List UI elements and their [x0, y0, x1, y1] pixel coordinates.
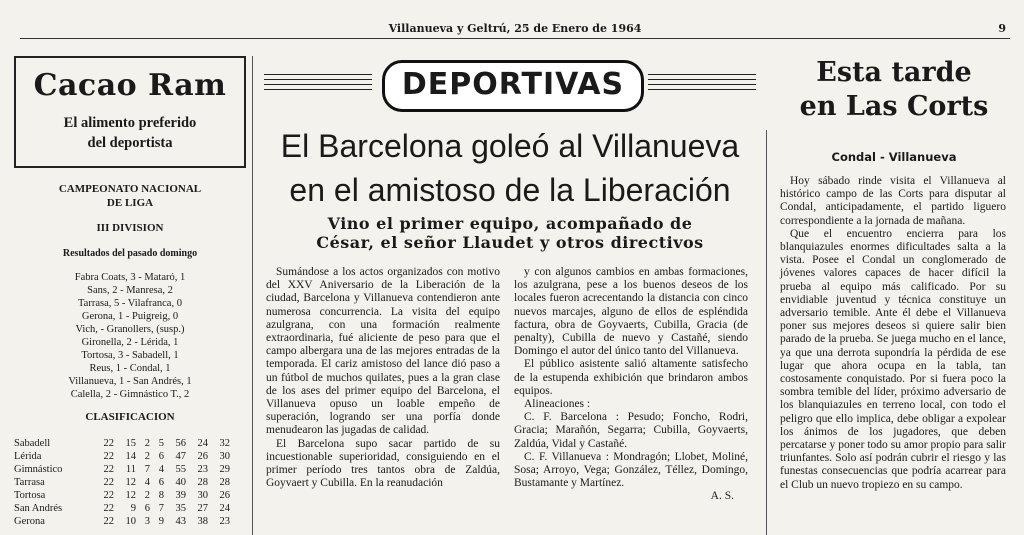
- standings-row: [14, 463, 234, 476]
- paragraph: y con algunos cambios en ambas formaciones, los azulgrana, pese a los buenos deseos de los locales fueron acrecentando la distancia con cinco nuevos marcajes, alguno de ellos de espléndida factura, obra de Goyvaerts, Cubilla, Gracia (de penalty), Cubilla de nuevo y Castañé, siendo Domingo el autor del único tanto del Villanueva.: [514, 266, 748, 358]
- standings-value: 32: [219, 438, 230, 449]
- standings-value: 6: [158, 477, 164, 488]
- standings-value: 24: [197, 438, 208, 449]
- paragraph: C. F. Villanueva : Mondragón; Llobet, Moliné, Sosa; Arroyo, Vega; González, Téllez, Domingo, Bustamante y Martínez.: [514, 450, 748, 490]
- results-title: Resultados del pasado domingo: [62, 248, 198, 259]
- result-line: Sans, 2 - Manresa, 2: [87, 285, 173, 296]
- standings-value: 11: [125, 464, 136, 475]
- standings-team: Tortosa: [14, 490, 46, 501]
- article-column-2: [514, 266, 748, 504]
- page-header: [20, 20, 1010, 40]
- standings-row: [14, 450, 234, 463]
- standings-row: [14, 515, 234, 528]
- standings-value: 35: [175, 503, 186, 514]
- standings-row: [14, 502, 234, 515]
- result-line: Tarrasa, 5 - Vilafranca, 0: [78, 298, 182, 309]
- standings-value: 26: [197, 451, 208, 462]
- league-title-line: DE LIGA: [106, 197, 154, 209]
- standings-row: [14, 476, 234, 489]
- column-rule: [766, 130, 767, 535]
- paragraph: Hoy sábado rinde visita el Villanueva al histórico campo de las Corts para disputar al Condal, anticipadamente, el partido liguero correspondiente a la jornada de mañana.: [780, 175, 1006, 227]
- header-rule: [20, 38, 1010, 39]
- ad-subtitle: [16, 113, 244, 153]
- standings-value: 5: [158, 438, 164, 449]
- result-line: Villanueva, 1 - San Andrés, 1: [68, 376, 192, 387]
- paragraph: El Barcelona supo sacar partido de su incuestionable superioridad, consiguiendo en el primer período tres tantos obra de Zaldúa, Goyvaert y Cubilla. En la reanudación: [266, 437, 500, 490]
- standings-value: 27: [197, 503, 208, 514]
- league-title-line: CAMPEONATO NACIONAL: [58, 183, 202, 195]
- banner-rules-right: [648, 74, 756, 88]
- standings-value: 12: [125, 477, 136, 488]
- subheadline-line: César, el señor Llaudet y otros directivos: [316, 233, 704, 252]
- result-line: Gironella, 2 - Lérida, 1: [81, 337, 179, 348]
- article-headline: [264, 124, 756, 212]
- standings-value: 4: [158, 464, 164, 475]
- standings-value: 40: [175, 477, 186, 488]
- standings-row: [14, 437, 234, 450]
- standings-value: 30: [197, 490, 208, 501]
- standings-value: 39: [175, 490, 186, 501]
- result-line: Fabra Coats, 3 - Mataró, 1: [74, 272, 186, 283]
- standings-team: Gerona: [14, 516, 45, 527]
- side-title-line: en Las Corts: [799, 91, 989, 122]
- standings-table: [14, 437, 234, 528]
- standings-title: CLASIFICACION: [85, 411, 175, 423]
- standings-team: Tarrasa: [14, 477, 45, 488]
- result-line: Tortosa, 3 - Sabadell, 1: [81, 350, 179, 361]
- article-column-1: [266, 266, 500, 490]
- league-title: [14, 182, 246, 210]
- standings-value: 47: [175, 451, 186, 462]
- standings-value: 22: [103, 490, 114, 501]
- standings-value: 15: [125, 438, 136, 449]
- paragraph: Sumándose a los actos organizados con motivo del XXV Aniversario de la Liberación de la ciudad, Barcelona y Villanueva contendieron ante numerosa concurrencia. La visita del equipo azulgrana, con una formación realmente extraordinaria, fué aliciente de peso para que el campo albergara una de las mejores entradas de la temporada. El cariz amistoso del lance dió paso a un fútbol de muchos quilates, pues a la gran clase de los ases del primer equipo del Barcelona, el Villanueva opuso un loable empeño de superación, logrando ser una porfía donde menudearon las jugadas de calidad.: [266, 266, 500, 437]
- standings-value: 22: [103, 438, 114, 449]
- standings-value: 30: [219, 451, 230, 462]
- side-article-title: [780, 56, 1008, 124]
- standings-value: 22: [103, 477, 114, 488]
- standings-value: 23: [197, 464, 208, 475]
- standings-row: [14, 489, 234, 502]
- standings-value: 2: [144, 451, 150, 462]
- article-signature: A. S.: [710, 490, 734, 503]
- ad-divider: [14, 166, 246, 168]
- standings-value: 28: [197, 477, 208, 488]
- standings-value: 29: [219, 464, 230, 475]
- standings-value: 7: [158, 503, 164, 514]
- standings-value: 8: [158, 490, 164, 501]
- paragraph: C. F. Barcelona : Pesudo; Foncho, Rodri, Gracia; Marañón, Segarra; Cubilla, Goyvaerts, Zaldúa, Vidal y Castañé.: [514, 411, 748, 450]
- column-rule: [252, 56, 253, 535]
- side-title-line: Esta tarde: [816, 57, 972, 88]
- standings-value: 3: [144, 516, 150, 527]
- standings-value: 12: [125, 490, 136, 501]
- results-list: [14, 271, 246, 401]
- standings-value: 22: [103, 451, 114, 462]
- standings-value: 24: [219, 503, 230, 514]
- standings-value: 23: [219, 516, 230, 527]
- article-subheadline: [264, 214, 756, 252]
- standings-value: 22: [103, 503, 114, 514]
- standings-team: San Andrés: [14, 503, 63, 514]
- paragraph: Alineaciones :: [524, 398, 591, 411]
- paragraph: El público asistente salió altamente satisfecho de la estupenda exhibición que brindaron ambos equipos.: [514, 358, 748, 397]
- paragraph: Que el encuentro encierra para los blanquiazules enormes dificultades salta a la vista. Posee el Condal un conglomerado de jóvenes valores capaces de hacer difícil la prueba al equipo más calificado. Por su envidiable juventud y técnica constituye un adversario temible. Ante él debe el Villanueva poner sus mejores deseos si quiere salir bien parado de la prueba. Se juega mucho en el lance, ya que una derrota supondría la pérdida de ese lugar que ahora ocupa en la tabla, tan costosamente conquistado. Por si fuera poco la sombra temible del líder, próximo adversario de los blanquiazules en terreno local, con todo el peligro que ello implica, debe obligar a expolear los ánimos de los jugadores, que deben percatarse y poner todo su amor propio para salir triunfantes. Solo así podrán cubrir el riesgo y las funestas consecuencias que podría acarrear para el Club un nuevo tropiezo en su campo.: [780, 227, 1006, 491]
- banner-rules-left: [264, 74, 372, 88]
- standings-value: 2: [144, 490, 150, 501]
- standings-team: Sabadell: [14, 438, 51, 449]
- section-title: DEPORTIVAS: [382, 60, 644, 112]
- standings-value: 6: [144, 503, 150, 514]
- standings-value: 38: [197, 516, 208, 527]
- standings-value: 4: [144, 477, 150, 488]
- section-banner: [264, 60, 756, 110]
- subheadline-line: Vino el primer equipo, acompañado de: [327, 214, 693, 233]
- standings-value: 2: [144, 438, 150, 449]
- standings-value: 55: [175, 464, 186, 475]
- standings-value: 6: [158, 451, 164, 462]
- advertisement-box: [14, 56, 246, 166]
- standings-value: 56: [175, 438, 186, 449]
- ad-subtitle-line: del deportista: [87, 135, 173, 151]
- standings-value: 7: [144, 464, 150, 475]
- headline-line: El Barcelona goleó al Villanueva: [280, 128, 740, 164]
- headline-line: en el amistoso de la Liberación: [289, 172, 731, 208]
- side-article-body: [780, 175, 1006, 492]
- standings-value: 14: [125, 451, 136, 462]
- ad-title: Cacao Ram: [33, 68, 227, 103]
- result-line: Vich, - Granollers, (susp.): [75, 324, 185, 335]
- division-title: III DIVISION: [96, 222, 164, 234]
- result-line: Reus, 1 - Condal, 1: [89, 363, 171, 374]
- result-line: Gerona, 1 - Puigreig, 0: [81, 311, 179, 322]
- standings-value: 9: [158, 516, 164, 527]
- standings-team: Gimnástico: [14, 464, 63, 475]
- standings-value: 28: [219, 477, 230, 488]
- standings-value: 10: [125, 516, 136, 527]
- result-line: Calella, 2 - Gimnástico T., 2: [70, 389, 190, 400]
- standings-value: 9: [130, 503, 136, 514]
- standings-value: 22: [103, 464, 114, 475]
- left-column: [14, 56, 246, 535]
- ad-subtitle-line: El alimento preferido: [63, 115, 197, 131]
- page-number: 9: [998, 22, 1006, 35]
- standings-team: Lérida: [14, 451, 42, 462]
- newspaper-dateline: Villanueva y Geltrú, 25 de Enero de 1964: [388, 22, 642, 35]
- standings-value: 43: [175, 516, 186, 527]
- side-article-subtitle: Condal - Villanueva: [831, 150, 957, 164]
- standings-value: 26: [219, 490, 230, 501]
- standings-value: 22: [103, 516, 114, 527]
